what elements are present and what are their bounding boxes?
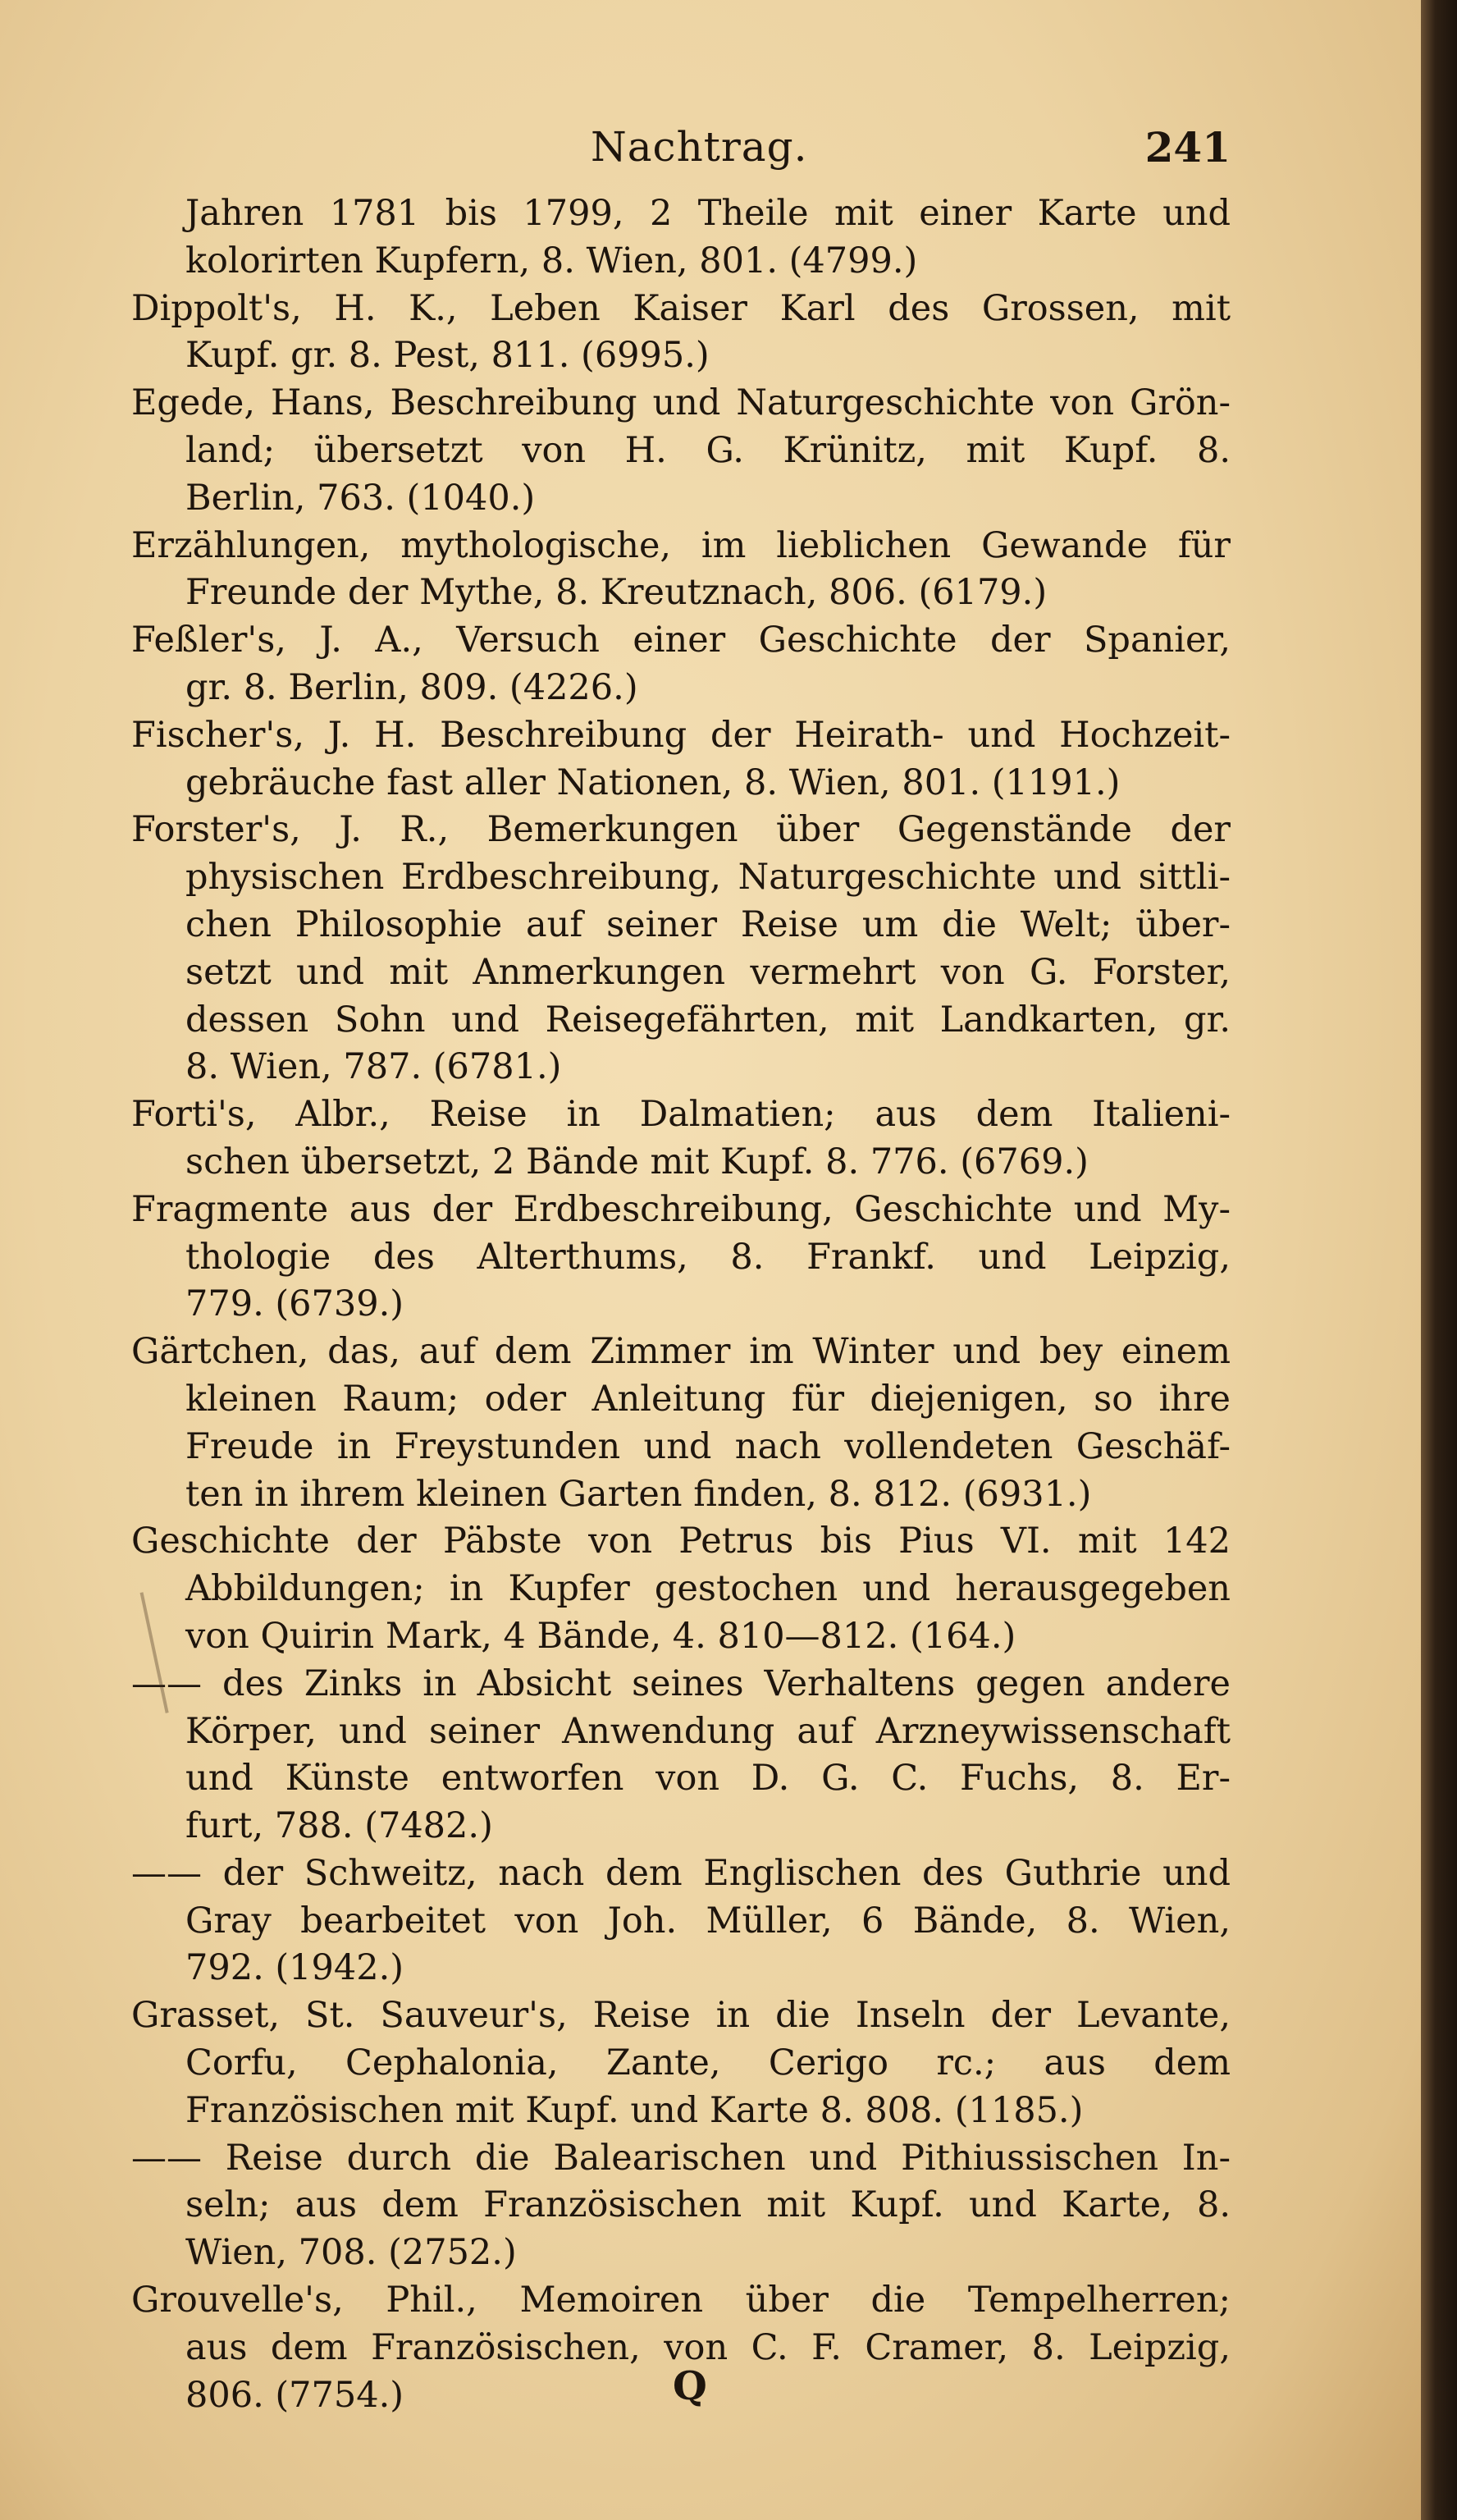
text-line: Corfu, Cephalonia, Zante, Cerigo rc.; aus dem	[185, 2042, 1231, 2084]
text-line: Grouvelle's, Phil., Memoiren über die Tempelherren;	[131, 2280, 1231, 2321]
text-line: 806. (7754.)	[185, 2374, 404, 2416]
text-line: Fragmente aus der Erdbeschreibung, Geschichte und My-	[131, 1188, 1231, 1230]
bibliography-entries	[131, 190, 1231, 2419]
text-line: Wien, 708. (2752.)	[185, 2232, 517, 2274]
text-line: Erzählungen, mythologische, im lieblichen Gewande für	[131, 524, 1231, 566]
text-line: kolorirten Kupfern, 8. Wien, 801. (4799.)	[185, 240, 918, 281]
catchword: Q	[673, 2363, 707, 2409]
text-line: Gray bearbeitet von Joh. Müller, 6 Bände, 8. Wien,	[185, 1900, 1231, 1941]
text-line: —— Reise durch die Balearischen und Pithiussischen In-	[131, 2137, 1231, 2179]
text-line: physischen Erdbeschreibung, Naturgeschichte und sittli-	[185, 857, 1231, 899]
text-line: Fischer's, J. H. Beschreibung der Heirath- und Hochzeit-	[131, 714, 1231, 756]
text-line: Grasset, St. Sauveur's, Reise in die Inseln der Levante,	[131, 1995, 1231, 2037]
text-line: Jahren 1781 bis 1799, 2 Theile mit einer Karte und	[185, 193, 1231, 234]
text-line: Forti's, Albr., Reise in Dalmatien; aus dem Italieni-	[131, 1094, 1231, 1136]
text-line: Berlin, 763. (1040.)	[185, 477, 536, 519]
text-line: Kupf. gr. 8. Pest, 811. (6995.)	[185, 335, 710, 377]
text-line: schen übersetzt, 2 Bände mit Kupf. 8. 776. (6769.)	[185, 1141, 1089, 1182]
text-line: Abbildungen; in Kupfer gestochen und herausgegeben	[185, 1568, 1231, 1610]
text-line: Forster's, J. R., Bemerkungen über Gegenstände der	[131, 809, 1231, 851]
text-line: Freude in Freystunden und nach vollendeten Geschäf-	[185, 1425, 1231, 1467]
text-line: von Quirin Mark, 4 Bände, 4. 810—812. (164.)	[185, 1615, 1016, 1657]
text-line: setzt und mit Anmerkungen vermehrt von G. Forster,	[185, 951, 1231, 993]
text-line: ten in ihrem kleinen Garten finden, 8. 812. (6931.)	[185, 1473, 1092, 1515]
text-line: Egede, Hans, Beschreibung und Naturgeschichte von Grön-	[131, 382, 1231, 424]
text-line: kleinen Raum; oder Anleitung für diejenigen, so ihre	[185, 1378, 1231, 1420]
text-line: Körper, und seiner Anwendung auf Arzneywissenschaft	[185, 1710, 1231, 1752]
running-head: Nachtrag.	[591, 123, 808, 171]
text-line: aus dem Französischen, von C. F. Cramer, 8. Leipzig,	[185, 2326, 1231, 2368]
text-line: Französischen mit Kupf. und Karte 8. 808. (1185.)	[185, 2089, 1084, 2131]
text-line: dessen Sohn und Reisegefährten, mit Landkarten, gr.	[185, 999, 1231, 1040]
text-line: und Künste entworfen von D. G. C. Fuchs, 8. Er-	[185, 1758, 1231, 1800]
text-line: —— des Zinks in Absicht seines Verhaltens gegen andere	[131, 1662, 1231, 1704]
text-line: Freunde der Mythe, 8. Kreutznach, 806. (6179.)	[185, 572, 1048, 614]
text-line: 8. Wien, 787. (6781.)	[185, 1046, 562, 1088]
text-line: seln; aus dem Französischen mit Kupf. und Karte, 8.	[185, 2184, 1231, 2226]
page-header	[131, 123, 1231, 181]
page-number: 241	[1144, 123, 1231, 172]
text-line: gr. 8. Berlin, 809. (4226.)	[185, 666, 638, 708]
text-line: land; übersetzt von H. G. Krünitz, mit Kupf. 8.	[185, 429, 1231, 471]
text-line: Gärtchen, das, auf dem Zimmer im Winter und bey einem	[131, 1331, 1231, 1373]
text-line: thologie des Alterthums, 8. Frankf. und Leipzig,	[185, 1236, 1231, 1278]
book-spine-shadow	[1421, 0, 1457, 2520]
text-line: gebräuche fast aller Nationen, 8. Wien, 801. (1191.)	[185, 761, 1121, 803]
text-line: Feßler's, J. A., Versuch einer Geschichte der Spanier,	[131, 620, 1231, 661]
text-line: —— der Schweitz, nach dem Englischen des Guthrie und	[131, 1852, 1231, 1894]
text-line: chen Philosophie auf seiner Reise um die Welt; über-	[185, 903, 1231, 945]
text-line: Dippolt's, H. K., Leben Kaiser Karl des Grossen, mit	[131, 287, 1231, 329]
text-line: 779. (6739.)	[185, 1283, 404, 1325]
text-line: furt, 788. (7482.)	[185, 1805, 493, 1847]
text-line: Geschichte der Päbste von Petrus bis Pius VI. mit 142	[131, 1521, 1231, 1562]
text-line: 792. (1942.)	[185, 1947, 404, 1989]
